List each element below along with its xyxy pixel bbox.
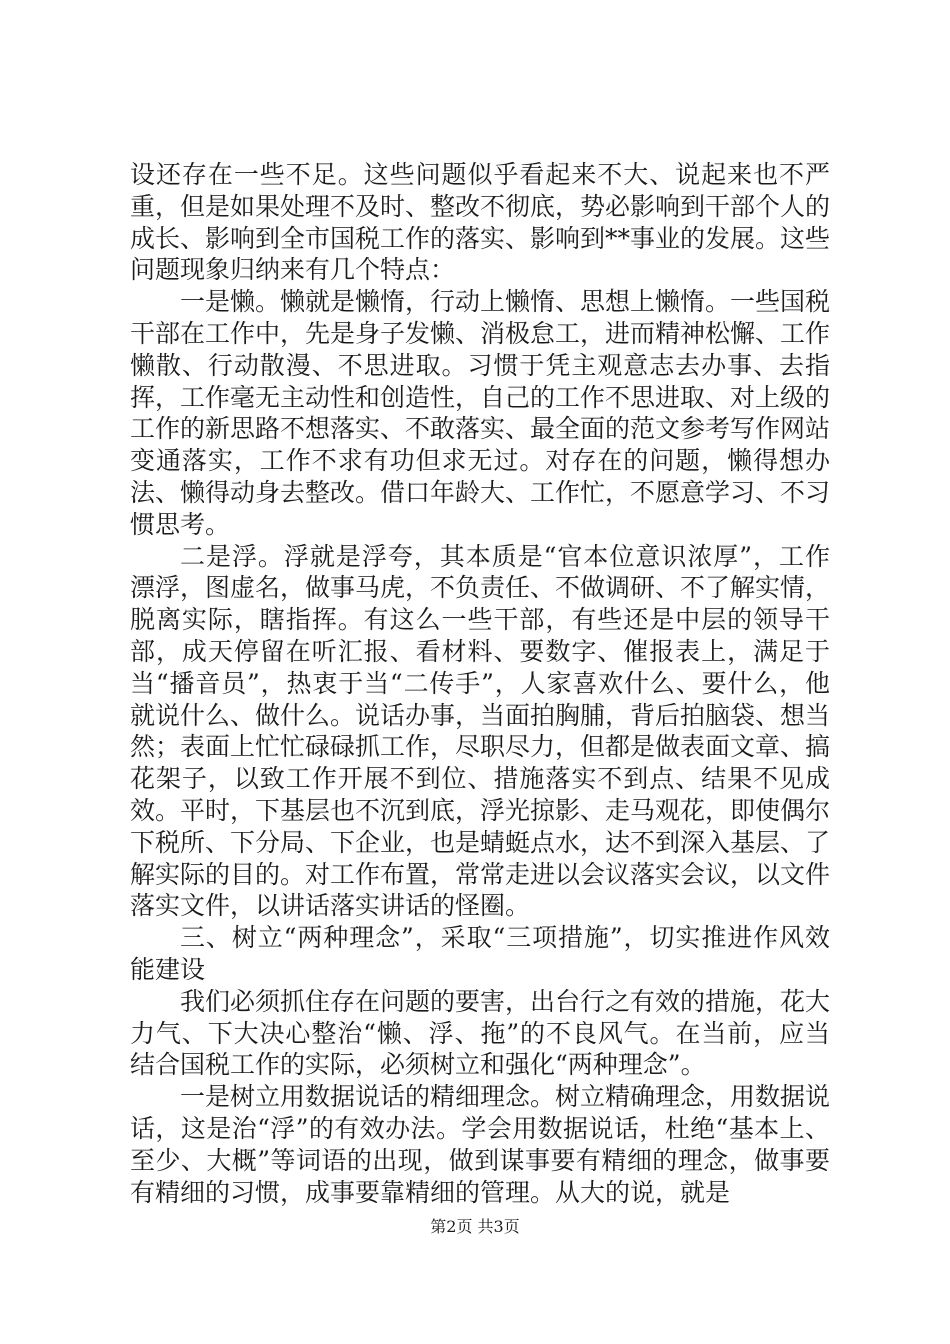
paragraph-data-concept: 一是树立用数据说话的精细理念。树立精确理念，用数据说话，这是治“浮”的有效办法。学会用数据说话，杜绝“基本上、至少、大概”等词语的出现，做到谋事要有精细的理念，做事要有精细的习惯，成事要靠精细的管理。从大的说，就是 bbox=[130, 1082, 831, 1207]
paragraph-intro: 设还存在一些不足。这些问题似乎看起来不大、说起来也不严重，但是如果处理不及时、整改不彻底，势必影响到干部个人的成长、影响到全市国税工作的落实、影响到**事业的发展。这些问题现象归纳来有几个特点： bbox=[130, 160, 831, 285]
paragraph-measures: 我们必须抓住存在问题的要害，出台行之有效的措施，花大力气、下大决心整治“懒、浮、拖”的不良风气。在当前，应当结合国税工作的实际，必须树立和强化“两种理念”。 bbox=[130, 986, 831, 1080]
section-heading: 三、树立“两种理念”，采取“三项措施”，切实推进作风效能建设 bbox=[130, 923, 830, 984]
page-number-footer: 第2页 共3页 bbox=[430, 1217, 520, 1236]
paragraph-float: 二是浮。浮就是浮夸，其本质是“官本位意识浓厚”，工作漂浮，图虚名，做事马虎，不负责任、不做调研、不了解实情，脱离实际，瞎指挥。有这么一些干部，有些还是中层的领导干部，成天停留在听汇报、看材料、要数字、催报表上，满足于当“播音员”，热衷于当“二传手”，人家喜欢什么、要什么，他就说什么、做什么。说话办事，当面拍胸脯，背后拍脑袋、想当然；表面上忙忙碌碌抓工作，尽职尽力，但都是做表面文章、搞花架子，以致工作开展不到位、措施落实不到点、结果不见成效。平时，下基层也不沉到底，浮光掠影、走马观花，即使偶尔下税所、下分局、下企业，也是蜻蜓点水，达不到深入基层、了解实际的目的。对工作布置，常常走进以会议落实会议，以文件落实文件，以讲话落实讲话的怪圈。 bbox=[130, 541, 831, 921]
paragraph-lazy: 一是懒。懒就是懒惰，行动上懒惰、思想上懒惰。一些国税干部在工作中，先是身子发懒、消极怠工，进而精神松懈、工作懒散、行动散漫、不思进取。习惯于凭主观意志去办事、去指挥，工作毫无主动性和创造性，自己的工作不思进取、对上级的工作的新思路不想落实、不敢落实、最全面的范文参考写作网站变通落实，工作不求有功但求无过。对存在的问题，懒得想办法、懒得动身去整改。借口年龄大、工作忙，不愿意学习、不习惯思考。 bbox=[130, 287, 831, 539]
document-body bbox=[130, 159, 830, 1208]
